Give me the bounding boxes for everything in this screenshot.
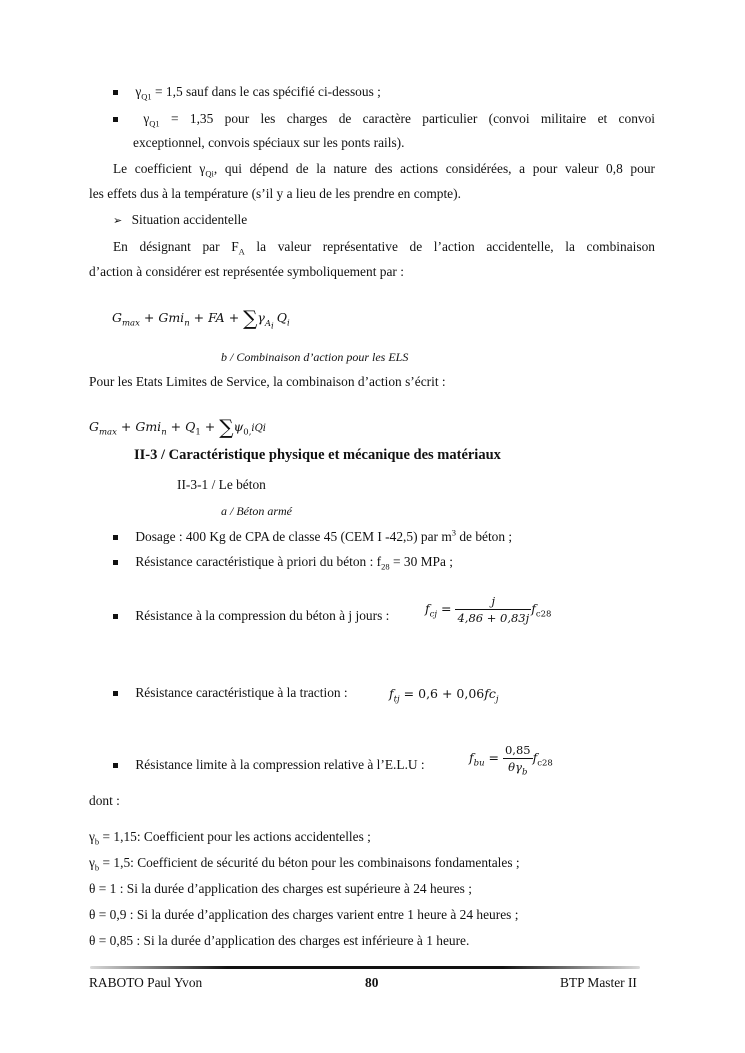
- f-zero: 0,: [243, 427, 252, 438]
- gamma-subscript: Q1: [149, 118, 160, 129]
- bullet-gamma-q1: [113, 83, 381, 101]
- f-f: f: [425, 601, 430, 616]
- f-G: G: [89, 419, 99, 434]
- fraction-numerator: 0,85: [504, 743, 531, 757]
- f-G: G: [112, 310, 122, 325]
- f-f: f: [469, 750, 474, 765]
- fraction-denominator: θγ: [508, 760, 522, 774]
- def-subscript: b: [94, 836, 100, 847]
- f-n: n: [161, 427, 167, 438]
- bullet-square-icon: [113, 614, 118, 619]
- sub-heading: II-3-1 / Le béton: [177, 477, 266, 492]
- els-intro: Pour les Etats Limites de Service, la combinaison d’action s’écrit :: [89, 374, 446, 389]
- def-text: = 0,85 : Si la durée d’application des charges est inférieure à 1 heure.: [95, 933, 470, 948]
- accidental-text-a: En désignant par F: [113, 239, 239, 254]
- definition-row: [89, 828, 371, 846]
- f28-subscript: 28: [381, 561, 390, 572]
- footer-divider: [90, 966, 640, 969]
- accidental-heading: [113, 211, 247, 230]
- def-subscript: b: [94, 862, 100, 873]
- footer-author: RABOTO Paul Yvon: [89, 975, 203, 990]
- dosage-text-end: de béton ;: [455, 529, 513, 544]
- definition-row: [89, 932, 469, 950]
- fraction-denominator: 4,86 + 0,83j: [457, 611, 530, 625]
- def-text: = 1,15: Coefficient pour les actions accidentelles ;: [99, 829, 371, 844]
- bullet-square-icon: [113, 535, 118, 540]
- traction-formula: [389, 685, 499, 703]
- footer-course: BTP Master II: [560, 975, 637, 990]
- f-rest: = 0,6 + 0,06: [399, 686, 485, 701]
- bullet-square-icon: [113, 117, 118, 122]
- fraction-numerator: j: [491, 594, 496, 608]
- coef-paragraph-line1: [113, 160, 655, 178]
- f-f2: f: [531, 601, 536, 616]
- f-Gmi: Gmi: [135, 419, 162, 434]
- fa-subscript: A: [238, 246, 245, 257]
- gamma-symbol: γ: [135, 84, 142, 99]
- bullet-text-line1: = 1,35 pour les charges de caractère particulier (convoi militaire et convoi: [159, 111, 656, 126]
- f-c: c: [488, 686, 496, 701]
- f-Q: Q: [276, 310, 288, 325]
- f-plus: +: [200, 419, 220, 434]
- gamma-symbol: γ: [143, 111, 150, 126]
- els-formula: [89, 415, 267, 439]
- def-symbol: θ: [89, 907, 96, 922]
- bullet-compression: [113, 607, 389, 625]
- def-symbol: θ: [89, 933, 96, 948]
- bullet-resistance: [113, 553, 453, 571]
- accidental-title: Situation accidentelle: [131, 212, 248, 227]
- f-FA: FA: [208, 310, 225, 325]
- f-1: 1: [195, 427, 201, 438]
- coef-paragraph-line2: les effets dus à la température (s’il y a lieu de les prendre en compte).: [89, 186, 461, 201]
- definition-row: [89, 880, 472, 898]
- accidental-formula: [112, 306, 290, 332]
- accidental-paragraph-line2: d’action à considérer est représentée symboliquement par :: [89, 264, 404, 279]
- f-max: max: [99, 427, 117, 438]
- dosage-text: Dosage : 400 Kg de CPA de classe 45 (CEM I -42,5) par m: [135, 529, 452, 544]
- gamma-subscript: Q1: [141, 91, 152, 102]
- page-number: 80: [365, 975, 379, 990]
- bullet-dosage: [113, 528, 512, 546]
- coef-text-b: , qui dépend de la nature des actions considérées, a pour valeur 0,8 pour: [213, 161, 655, 176]
- bullet-text-line2: exceptionnel, convois spéciaux sur les ponts rails).: [133, 135, 405, 150]
- f-f: f: [389, 686, 394, 701]
- definition-row: [89, 906, 518, 924]
- bullet-gamma-q1-special: [113, 110, 655, 128]
- f-plus: +: [116, 419, 136, 434]
- def-symbol: γ: [89, 855, 95, 870]
- arrow-bullet-icon: ➢: [113, 214, 123, 227]
- limit-fraction: [503, 742, 533, 778]
- sum-icon: ∑: [219, 415, 234, 439]
- bullet-square-icon: [113, 90, 118, 95]
- resist-text-end: = 30 MPa ;: [389, 554, 453, 569]
- f-i: i: [271, 321, 274, 332]
- coef-text-a: Le coefficient γ: [113, 161, 206, 176]
- f-n: n: [184, 318, 190, 329]
- dont-label: dont :: [89, 793, 120, 808]
- bullet-square-icon: [113, 691, 118, 696]
- f-gamma: γ: [257, 310, 265, 325]
- f-j: j: [495, 694, 499, 705]
- limit-formula: [469, 742, 553, 778]
- f-c28: c28: [535, 609, 552, 620]
- bullet-traction: [113, 684, 348, 702]
- definition-row: [89, 854, 520, 872]
- accidental-paragraph-line1: [113, 238, 655, 256]
- f-max: max: [122, 318, 140, 329]
- gamma-b-subscript: b: [521, 767, 528, 778]
- f-Gmi: Gmi: [158, 310, 185, 325]
- section-heading: II-3 / Caractéristique physique et mécanique des matériaux: [134, 447, 501, 463]
- bullet-square-icon: [113, 763, 118, 768]
- coef-subscript: Qi: [205, 168, 214, 179]
- f-f2: f: [484, 686, 489, 701]
- def-text: = 1,5: Coefficient de sécurité du béton pour les combinaisons fondamentales ;: [99, 855, 520, 870]
- f-c28: c28: [537, 758, 553, 769]
- compression-fraction: [455, 593, 531, 626]
- def-text: = 1 : Si la durée d’application des charges est supérieure à 24 heures ;: [95, 881, 472, 896]
- m3-superscript: 3: [451, 527, 456, 538]
- sub-caption: a / Béton armé: [221, 504, 292, 518]
- limit-label: Résistance limite à la compression relative à l’E.L.U :: [135, 757, 425, 772]
- def-symbol: θ: [89, 881, 96, 896]
- def-text: = 0,9 : Si la durée d’application des charges varient entre 1 heure à 24 heures ;: [95, 907, 519, 922]
- def-symbol: γ: [89, 829, 95, 844]
- f-bu: bu: [473, 758, 485, 769]
- f-Q: Q: [185, 419, 196, 434]
- f-tj: tj: [393, 694, 400, 705]
- f-iQi: iQi: [251, 423, 267, 434]
- bullet-limit: [113, 756, 425, 774]
- f-psi: ψ: [233, 419, 244, 434]
- f-plus: +: [139, 310, 159, 325]
- f-plus: +: [224, 310, 244, 325]
- compression-label: Résistance à la compression du béton à j jours :: [135, 608, 390, 623]
- compression-formula: [425, 593, 551, 626]
- sum-icon: ∑: [243, 306, 258, 330]
- bullet-text: = 1,5 sauf dans le cas spécifié ci-dessous ;: [151, 84, 381, 99]
- f-cj: cj: [429, 609, 438, 620]
- f-Qi: i: [287, 318, 290, 329]
- f-A: A: [264, 318, 272, 329]
- traction-label: Résistance caractéristique à la traction :: [135, 685, 348, 700]
- f-f2: f: [532, 750, 538, 765]
- resist-text: Résistance caractéristique à priori du béton : f: [135, 554, 382, 569]
- accidental-text-b: la valeur représentative de l’action accidentelle, la combinaison: [244, 239, 655, 254]
- els-caption: b / Combinaison d’action pour les ELS: [221, 350, 409, 364]
- bullet-square-icon: [113, 560, 118, 565]
- f-eq: =: [484, 750, 503, 765]
- f-plus: +: [166, 419, 186, 434]
- f-eq: =: [437, 601, 456, 616]
- f-plus: +: [189, 310, 209, 325]
